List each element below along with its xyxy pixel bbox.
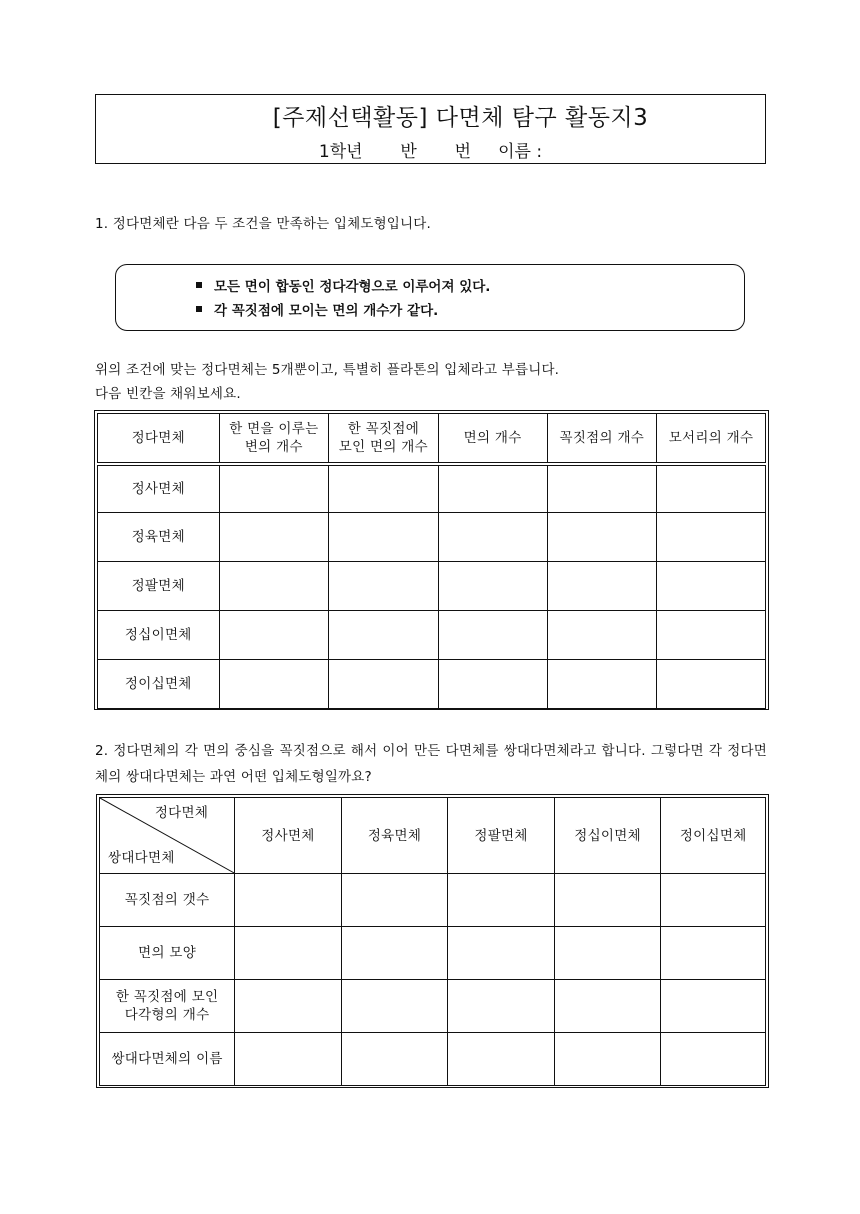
row-label: 정육면체 xyxy=(98,513,220,562)
answer-cell[interactable] xyxy=(438,611,547,660)
answer-cell[interactable] xyxy=(657,562,766,611)
table-row xyxy=(98,464,766,513)
answer-cell[interactable] xyxy=(661,927,766,980)
condition-text: 각 꼭짓점에 모이는 면의 개수가 같다. xyxy=(214,303,439,319)
answer-cell[interactable] xyxy=(661,1033,766,1086)
answer-cell[interactable] xyxy=(547,513,657,562)
answer-cell[interactable] xyxy=(554,980,661,1033)
answer-cell[interactable] xyxy=(329,562,439,611)
table-row xyxy=(98,513,766,562)
condition-item xyxy=(196,299,438,319)
table-row xyxy=(100,874,766,927)
answer-cell[interactable] xyxy=(547,660,657,709)
table-row xyxy=(98,562,766,611)
row-label: 꼭짓점의 갯수 xyxy=(100,874,235,927)
header-cell: 한 꼭짓점에 모인 면의 개수 xyxy=(329,414,439,464)
answer-cell[interactable] xyxy=(219,513,329,562)
answer-cell[interactable] xyxy=(219,562,329,611)
answer-cell[interactable] xyxy=(554,874,661,927)
square-bullet-icon xyxy=(196,282,202,288)
answer-cell[interactable] xyxy=(554,927,661,980)
answer-cell[interactable] xyxy=(329,611,439,660)
table-row xyxy=(98,611,766,660)
title-box xyxy=(95,94,766,164)
header-cell: 꼭짓점의 개수 xyxy=(547,414,657,464)
table-row xyxy=(100,927,766,980)
diagonal-corner-cell xyxy=(100,798,235,874)
table-header-row xyxy=(98,414,766,464)
row-label: 정팔면체 xyxy=(98,562,220,611)
row-label: 정사면체 xyxy=(98,464,220,513)
answer-cell[interactable] xyxy=(554,1033,661,1086)
answer-cell[interactable] xyxy=(235,1033,342,1086)
answer-cell[interactable] xyxy=(547,562,657,611)
answer-cell[interactable] xyxy=(657,611,766,660)
answer-cell[interactable] xyxy=(448,1033,555,1086)
corner-label-polyhedron: 정다면체 xyxy=(154,805,209,821)
answer-cell[interactable] xyxy=(235,874,342,927)
answer-cell[interactable] xyxy=(438,660,547,709)
header-cell: 한 면을 이루는 변의 개수 xyxy=(219,414,329,464)
answer-cell[interactable] xyxy=(657,464,766,513)
row-label: 쌍대다면체의 이름 xyxy=(100,1033,235,1086)
answer-cell[interactable] xyxy=(547,611,657,660)
answer-cell[interactable] xyxy=(219,660,329,709)
page-title: [주제선택활동] 다면체 탐구 활동지3 xyxy=(272,105,649,131)
answer-cell[interactable] xyxy=(341,927,448,980)
row-label: 정이십면체 xyxy=(98,660,220,709)
column-header: 정육면체 xyxy=(341,798,448,874)
column-header: 정사면체 xyxy=(235,798,342,874)
platonic-solids-note: 위의 조건에 맞는 정다면체는 5개뿐이고, 특별히 플라톤의 입체라고 부릅니다. xyxy=(95,362,560,378)
answer-cell[interactable] xyxy=(547,464,657,513)
answer-cell[interactable] xyxy=(448,980,555,1033)
answer-cell[interactable] xyxy=(661,874,766,927)
table-row xyxy=(98,660,766,709)
header-cell: 모서리의 개수 xyxy=(657,414,766,464)
square-bullet-icon xyxy=(196,306,202,312)
answer-cell[interactable] xyxy=(661,980,766,1033)
conditions-box xyxy=(115,264,745,331)
answer-cell[interactable] xyxy=(219,464,329,513)
row-label: 한 꼭짓점에 모인 다각형의 개수 xyxy=(100,980,235,1033)
column-header: 정십이면체 xyxy=(554,798,661,874)
answer-cell[interactable] xyxy=(657,513,766,562)
answer-cell[interactable] xyxy=(329,660,439,709)
answer-cell[interactable] xyxy=(438,562,547,611)
column-header: 정이십면체 xyxy=(661,798,766,874)
table-row xyxy=(100,1033,766,1086)
question-2-text: 2. 정다면체의 각 면의 중심을 꼭짓점으로 해서 이어 만든 다면체를 쌍대다면체라고 합니다. 그렇다면 각 정다면체의 쌍대다면체는 과연 어떤 입체도형일까요? xyxy=(95,743,767,785)
row-label: 면의 모양 xyxy=(100,927,235,980)
answer-cell[interactable] xyxy=(448,874,555,927)
answer-cell[interactable] xyxy=(341,1033,448,1086)
corner-label-dual: 쌍대다면체 xyxy=(108,850,175,866)
question-1-text: 1. 정다면체란 다음 두 조건을 만족하는 입체도형입니다. xyxy=(95,216,432,232)
platonic-solids-table xyxy=(94,410,769,710)
answer-cell[interactable] xyxy=(438,464,547,513)
fill-instruction: 다음 빈칸을 채워보세요. xyxy=(95,386,241,402)
answer-cell[interactable] xyxy=(438,513,547,562)
condition-item xyxy=(196,275,490,295)
answer-cell[interactable] xyxy=(235,927,342,980)
answer-cell[interactable] xyxy=(657,660,766,709)
row-label: 정십이면체 xyxy=(98,611,220,660)
header-cell: 정다면체 xyxy=(98,414,220,464)
answer-cell[interactable] xyxy=(341,980,448,1033)
table-header-row xyxy=(100,798,766,874)
answer-cell[interactable] xyxy=(329,513,439,562)
student-info-line: 1학년 반 번 이름 : xyxy=(318,142,543,162)
column-header: 정팔면체 xyxy=(448,798,555,874)
answer-cell[interactable] xyxy=(448,927,555,980)
dual-polyhedra-table xyxy=(96,794,769,1088)
condition-text: 모든 면이 합동인 정다각형으로 이루어져 있다. xyxy=(214,279,491,295)
answer-cell[interactable] xyxy=(235,980,342,1033)
answer-cell[interactable] xyxy=(341,874,448,927)
header-cell: 면의 개수 xyxy=(438,414,547,464)
table-row xyxy=(100,980,766,1033)
answer-cell[interactable] xyxy=(219,611,329,660)
answer-cell[interactable] xyxy=(329,464,439,513)
